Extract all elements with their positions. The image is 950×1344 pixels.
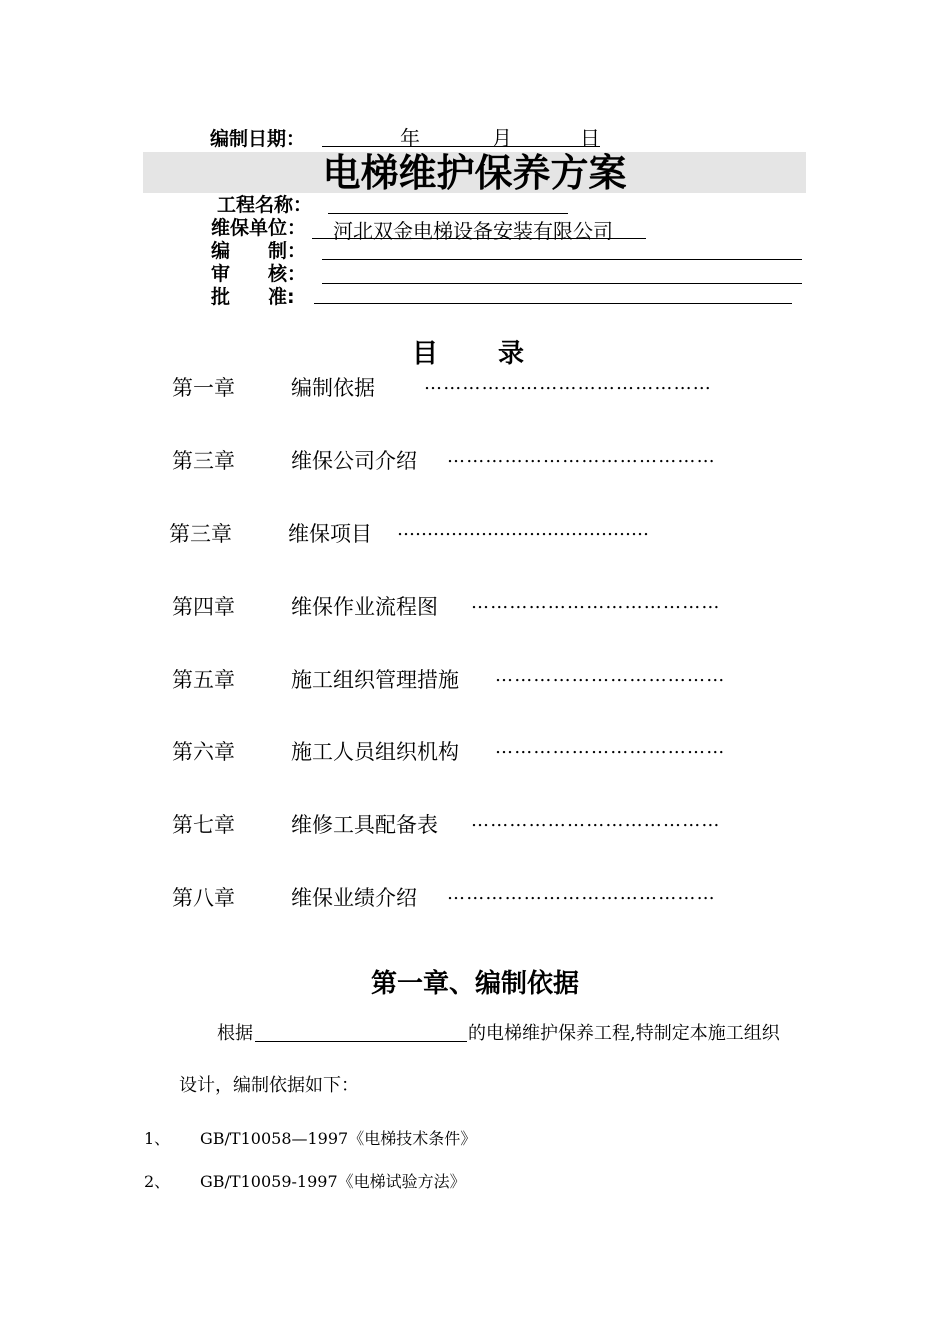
document-title: 电梯维护保养方案	[322, 151, 627, 195]
toc-item-chapter: 第七章	[172, 813, 235, 837]
toc-item-chapter: 第三章	[172, 449, 235, 473]
project-name-label: 工程名称：	[217, 194, 313, 216]
reviewer-label: 审 核：	[211, 263, 307, 285]
toc-item-leader: ………………………………………	[424, 373, 712, 394]
toc-item-chapter: 第四章	[172, 595, 235, 619]
toc-item-name: 维保项目	[288, 522, 372, 546]
date-month: 月	[492, 126, 512, 150]
reference-number: 2、	[144, 1172, 171, 1191]
maintenance-unit-underline	[312, 238, 646, 239]
toc-item-name: 维保业绩介绍	[291, 886, 417, 910]
toc-item-leader: ………………………………	[495, 665, 726, 686]
toc-item-name: 维保公司介绍	[291, 449, 417, 473]
paragraph-line-2: 设计，编制依据如下：	[179, 1075, 359, 1096]
toc-item-name: 施工组织管理措施	[291, 668, 459, 692]
paragraph-suffix: 的电梯维护保养工程,特制定本施工组织	[468, 1023, 780, 1044]
toc-title: 目录	[412, 339, 585, 369]
toc-item-leader: ……………………………………	[447, 883, 716, 904]
reference-number: 1、	[144, 1129, 171, 1148]
toc-item-leader: ………………………………	[495, 737, 726, 758]
toc-item-chapter: 第六章	[172, 740, 235, 764]
date-day: 日	[580, 126, 600, 150]
toc-item-name: 维保作业流程图	[291, 595, 438, 619]
compiler-label: 编 制：	[211, 240, 307, 262]
toc-item-name: 施工人员组织机构	[291, 740, 459, 764]
reviewer-underline	[322, 283, 802, 284]
compiler-underline	[322, 259, 802, 260]
toc-item-name: 维修工具配备表	[291, 813, 438, 837]
chapter-1-heading: 第一章、编制依据	[370, 969, 579, 999]
date-underline	[322, 146, 600, 147]
toc-item-leader: ……………………………………	[397, 519, 649, 540]
toc-item-name: 编制依据	[291, 376, 375, 400]
toc-item-chapter: 第三章	[169, 522, 232, 546]
approver-label: 批 准:	[211, 286, 295, 308]
date-label: 编制日期：	[210, 128, 306, 150]
approver-underline	[314, 303, 792, 304]
reference-text: GB/T10059-1997《电梯试验方法》	[200, 1172, 466, 1191]
toc-item-leader: …………………………………	[471, 810, 721, 831]
reference-text: GB/T10058—1997《电梯技术条件》	[200, 1129, 477, 1148]
maintenance-unit-value: 河北双金电梯设备安装有限公司	[333, 219, 613, 243]
toc-item-leader: ……………………………………	[447, 446, 716, 467]
toc-item-chapter: 第五章	[172, 668, 235, 692]
project-blank-underline	[255, 1041, 467, 1042]
paragraph-prefix: 根据	[217, 1023, 253, 1044]
date-year: 年	[400, 126, 420, 150]
toc-item-chapter: 第八章	[172, 886, 235, 910]
maintenance-unit-label: 维保单位：	[211, 217, 307, 239]
toc-item-leader: …………………………………	[471, 592, 721, 613]
project-name-underline	[328, 213, 568, 214]
toc-item-chapter: 第一章	[172, 376, 235, 400]
